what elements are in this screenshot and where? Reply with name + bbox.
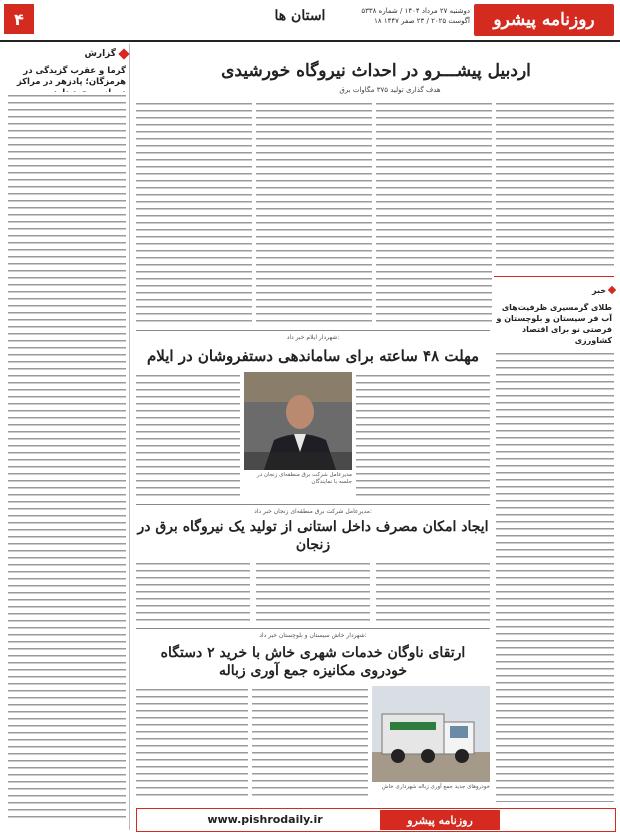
issue-info: [310, 6, 470, 26]
lead-body-col-3: [256, 100, 372, 325]
article-2-body-col-1: [356, 372, 490, 497]
sidebar-label: [4, 46, 128, 62]
article-3-headline: ایجاد امکان مصرف داخل استانی از تولید یک نیروگاه برق در زنجان: [137, 519, 489, 553]
news-box-label-text: خبر: [591, 285, 606, 295]
news-box-body: [496, 350, 614, 802]
footer-logo: روزنامه پیشرو: [380, 810, 500, 830]
article-2-caption: مدیرعامل شرکت برق منطقه‌ای زنجان در جلسه با نمایندگان: [257, 472, 352, 485]
portrait-image: [244, 372, 352, 470]
article-2-rule: [136, 330, 490, 331]
issue-line-2: ۱۸ آگوست ۲۰۲۵ / ۲۳ صفر ۱۴۴۷: [374, 17, 470, 25]
sidebar-body-text: [8, 92, 126, 822]
article-2-headline: مهلت ۴۸ ساعته برای ساماندهی دستفروشان در ایلام: [146, 347, 480, 365]
news-box-label: [585, 283, 615, 297]
newspaper-logo: روزنامه پیشرو: [474, 4, 614, 36]
article-4-rule: [136, 628, 490, 629]
article-2-photo: [244, 372, 352, 470]
header-divider: [0, 40, 620, 42]
article-3-rule: [136, 504, 490, 505]
garbage-truck-image: [372, 686, 490, 782]
issue-line-1: دوشنبه ۲۷ مرداد ۱۴۰۴ / شماره ۵۳۳۸: [361, 7, 470, 15]
article-4-body-col-3: [136, 686, 248, 800]
article-3-kicker: مدیرعامل شرکت برق منطقه‌ای زنجان خبر داد:: [254, 508, 372, 515]
diamond-icon: [118, 48, 129, 59]
sidebar-title: گرما و عقرب گزیدگی در هرمزگان؛ پادزهر در مراکز: [16, 66, 126, 87]
news-box-title: طلای گرمسیری ظرفیت‌های آب فر‌ سیستان و بلوچستان و فرصتی نو برای اقتصاد کشاورزی: [496, 303, 612, 345]
lead-headline: اردبیل پیشـــرو در احداث نیروگاه خورشیدی: [221, 61, 531, 81]
article-4-photo: [372, 686, 490, 782]
article-4-body-col-2: [252, 686, 368, 800]
article-3-body-col-1: [376, 560, 490, 622]
lead-body-col-2: [376, 100, 492, 325]
diamond-icon: [608, 286, 616, 294]
section-title: استان ها: [274, 8, 326, 24]
page-number-badge: ۴: [4, 4, 34, 34]
article-2-body-col-3: [136, 372, 240, 497]
article-4-kicker: شهردار خاش سیستان و بلوچستان خبر داد:: [259, 632, 367, 639]
lead-subheadline: هدف گذاری تولید ۳۷۵ مگاوات برق: [339, 86, 441, 94]
article-4-headline: ارتقای ناوگان خدمات شهری خاش با خرید ۲ دستگاه خودروی مکانیزه جمع آوری زباله: [160, 645, 466, 679]
article-3-body-col-2: [256, 560, 370, 622]
article-4-caption: خودروهای جدید جمع آوری زباله شهرداری خاش: [381, 784, 490, 790]
sidebar-label-text: گزارش: [84, 49, 116, 59]
article-3-body-col-3: [136, 560, 250, 622]
article-2-kicker: شهردار ایلام خبر داد:: [286, 334, 340, 341]
lead-body-col-1: [496, 100, 614, 270]
footer-website[interactable]: www.pishrodaily.ir: [207, 813, 323, 826]
news-box-rule: [494, 276, 614, 277]
lead-body-col-4: [136, 100, 252, 325]
